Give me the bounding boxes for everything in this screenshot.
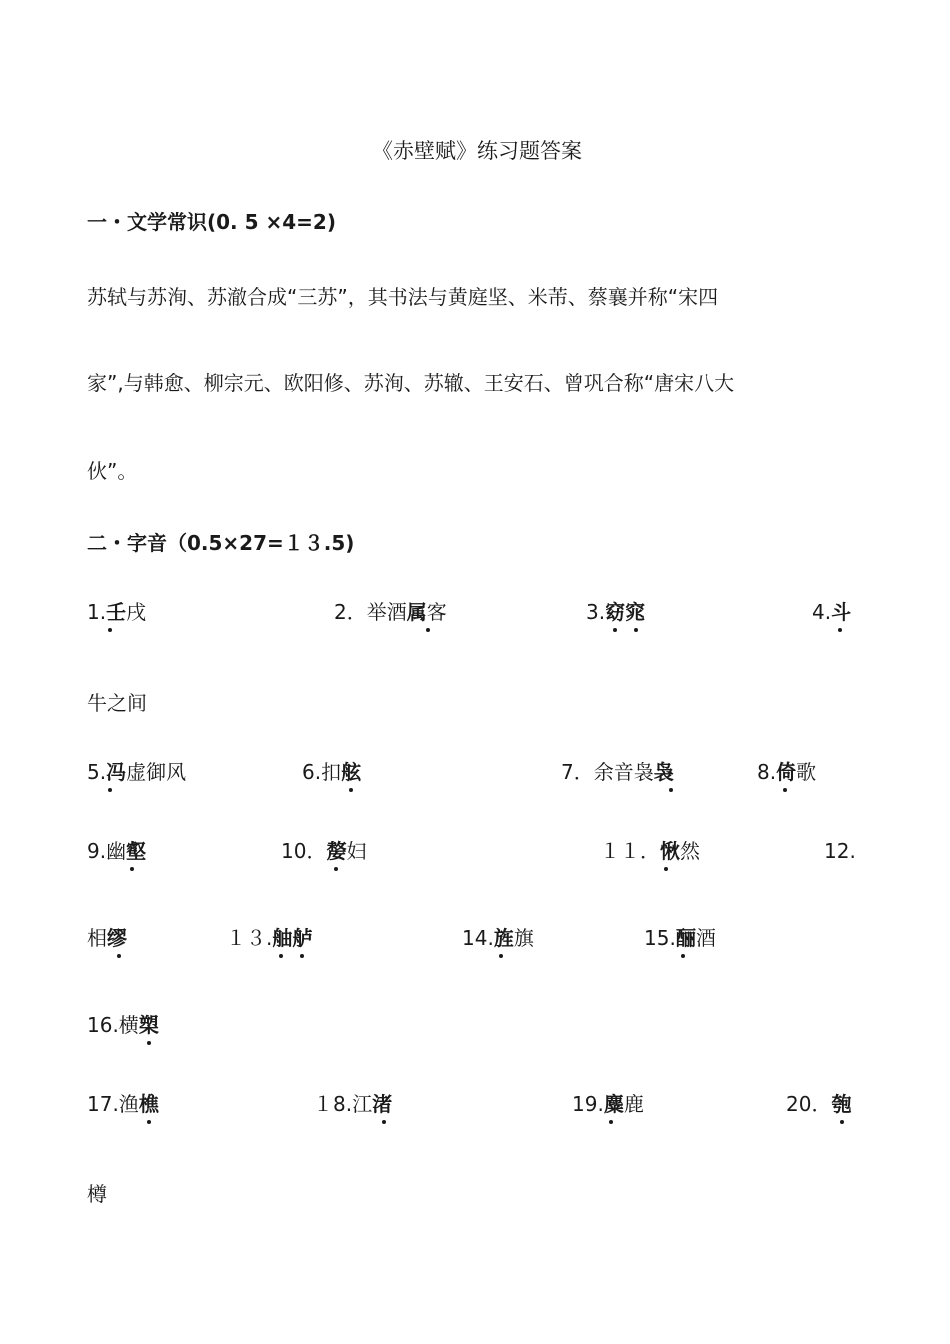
emphasis-dot [130,867,134,871]
emphasis-dot [279,954,283,958]
answer-item-12: 12. [824,839,856,863]
answer-item-14: 14.旌旗 [462,926,534,950]
answer-item-17: 17.渔樵 [87,1092,159,1116]
emphasis-dot [349,788,353,792]
emphasis-dot [681,954,685,958]
answer-item-13: １３.舳舻 [226,926,313,950]
answer-item-18: １8.江渚 [313,1092,393,1116]
emphasis-dot [147,1041,151,1045]
answer-item-20: 20．匏 [786,1092,852,1116]
section-heading-pronunciation: 二・字音（0.5×27=１３.5) [87,531,355,555]
answer-item-9: 9.幽壑 [87,839,147,863]
page-title: 《赤壁赋》练习题答案 [372,139,582,163]
emphasis-dot [108,628,112,632]
emphasis-dot [840,1120,844,1124]
emphasis-dot [147,1120,151,1124]
emphasis-dot [634,628,638,632]
answer-item-6: 6.扣舷 [302,760,362,784]
emphasis-dot [609,1120,613,1124]
paragraph-line: 苏轼与苏洵、苏澈合成“三苏”，其书法与黄庭坚、米芾、蔡襄并称“宋四 [87,285,719,309]
emphasis-dot [334,867,338,871]
answer-item-16: 16.横槊 [87,1013,159,1037]
emphasis-dot [499,954,503,958]
answer-item-5: 5.冯虚御风 [87,760,187,784]
answer-item-4-cont: 牛之间 [87,691,147,715]
section-heading-literature: 一・文学常识(0. 5 ×4=2) [87,210,336,234]
emphasis-dot [426,628,430,632]
paragraph-line: 家”,与韩愈、柳宗元、欧阳修、苏洵、苏辙、王安石、曾巩合称“唐宋八大 [87,371,735,395]
answer-item-15: 15.酾酒 [644,926,716,950]
answer-item-20-cont: 樽 [87,1182,107,1206]
answer-item-2: 2．举酒属客 [334,600,447,624]
answer-item-19: 19.麋鹿 [572,1092,644,1116]
emphasis-dot [783,788,787,792]
answer-item-4: 4.斗 [812,600,852,624]
answer-item-10: 10．嫠妇 [281,839,367,863]
emphasis-dot [108,788,112,792]
emphasis-dot [613,628,617,632]
emphasis-dot [838,628,842,632]
answer-item-3: 3.窈窕 [586,600,646,624]
answer-item-7: 7．余音袅袅 [561,760,674,784]
answer-item-12-cont: 相缪 [87,926,127,950]
emphasis-dot [300,954,304,958]
answer-item-8: 8.倚歌 [757,760,817,784]
emphasis-dot [664,867,668,871]
answer-item-1: 1.壬戌 [87,600,147,624]
emphasis-dot [117,954,121,958]
emphasis-dot [669,788,673,792]
emphasis-dot [382,1120,386,1124]
paragraph-line: 伙”。 [87,459,138,483]
answer-item-11: １１．愀然 [600,839,700,863]
